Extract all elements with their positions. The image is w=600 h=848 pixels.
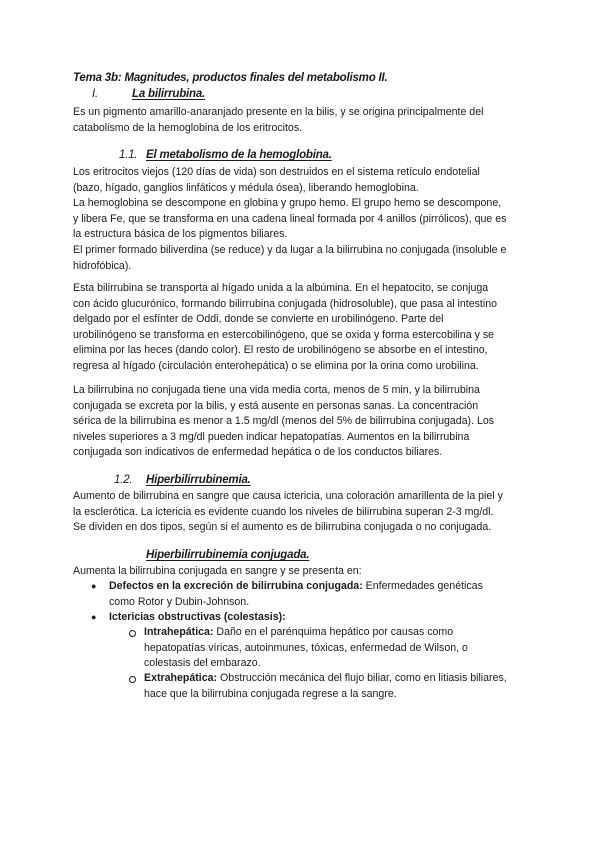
text-line: hepatopatías víricas, autoinmunes, tóxicas, enfermedad de Wilson, o	[144, 641, 468, 654]
bullet-text: Enfermedades genéticas	[362, 580, 483, 592]
text-line: (bazo, hígado, ganglios linfáticos y médula ósea), liberando hemoglobina.	[73, 181, 419, 194]
section-heading-metabolismo	[119, 149, 332, 161]
text-line: como Rotor y Dubin-Johnson.	[109, 595, 250, 608]
sub-bullet-text: Obstrucción mecánica del flujo biliar, como en litiasis biliares,	[217, 672, 507, 684]
paragraph-metabolismo-1	[73, 165, 533, 274]
text-line: Se dividen en dos tipos, según si el aumento es de bilirrubina conjugada o no conjugada.	[73, 521, 492, 534]
text-line: La bilirrubina no conjugada tiene una vida media corta, menos de 5 min, y la bilirrubina	[73, 384, 480, 396]
document-title: Tema 3b: Magnitudes, productos finales del metabolismo II.	[73, 72, 388, 84]
text-line: conjugada se excreta por la bilis, y está ausente en personas sanas. La concentración	[73, 399, 479, 412]
sub-bullet-circle-icon	[129, 630, 136, 637]
sub-bullet-circle-icon	[129, 676, 136, 683]
paragraph-hiperbilirrubinemia	[73, 489, 533, 536]
paragraph-conjugada-intro	[73, 564, 533, 580]
paragraph-bilirrubina	[73, 105, 533, 136]
bullet-bold-label: Defectos en la excreción de bilirrubina conjugada:	[109, 580, 363, 592]
text-line: y libera Fe, que se transforma en una cadena lineal formada por 4 anillos (pirrólicos), que es	[73, 212, 507, 225]
text-line: Es un pigmento amarillo-anaranjado presente en la bilis, y se origina principalmente del	[73, 106, 484, 118]
text-line: La hemoglobina se descompone en globina y grupo hemo. El grupo hemo se descompone,	[73, 197, 502, 210]
text-line: la esclerótica. La ictericia es evidente cuando los niveles de bilirrubina superan 2-3 mg/dl.	[73, 505, 494, 518]
text-line: elimina por las heces (dando color). El resto de urobilinógeno se absorbe en el intestino,	[73, 344, 488, 357]
bullet-bold-label: Ictericias obstructivas (colestasis):	[109, 611, 286, 623]
section-number: 1.2.	[114, 474, 133, 486]
section-title: El metabolismo de la hemoglobina.	[146, 149, 332, 161]
bullet-dot-icon: ●	[91, 581, 97, 591]
bullet-dot-icon: ●	[91, 612, 97, 622]
text-line: colestasis del embarazo.	[144, 657, 261, 670]
text-line: Los eritrocitos viejos (120 días de vida) son destruidos en el sistema retículo endotelial	[73, 166, 480, 178]
text-line: Esta bilirrubina se transporta al hígado unida a la albúmina. En el hepatocito, se conjuga	[73, 282, 489, 294]
paragraph-metabolismo-3	[73, 383, 533, 461]
text-line: la estructura básica de los pigmentos biliares.	[73, 228, 288, 241]
sub-bullet-text: Daño en el parénquima hepático por causas como	[213, 626, 454, 638]
section-heading-bilirrubina	[92, 88, 205, 100]
paragraph-metabolismo-2	[73, 281, 533, 375]
section-number: 1.1.	[119, 149, 138, 161]
text-line: hace que la bilirrubina conjugada regrese a la sangre.	[144, 687, 397, 700]
text-line: con ácido glucurónico, formando bilirrubina conjugada (hidrosoluble), que pasa al intestino	[73, 297, 498, 310]
text-line: catabolismo de la hemoglobina de los eritrocitos.	[73, 121, 303, 134]
text-line: niveles superiores a 3 mg/dl pueden indicar hepatopatías. Aumentos en la bilirrubina	[73, 430, 470, 443]
bullet-item-ictericias	[109, 610, 286, 626]
sub-bullet-bold-label: Extrahepática:	[144, 672, 218, 684]
text-line: Aumenta la bilirrubina conjugada en sangre y se presenta en:	[73, 565, 362, 577]
subsection-heading-conjugada	[146, 549, 309, 561]
text-line: sérica de la bilirrubina es menor a 1.5 mg/dl (menos del 5% de bilirrubina conjugada). Los	[73, 415, 495, 428]
section-number: I.	[92, 88, 98, 100]
section-title: La bilirrubina.	[132, 88, 206, 100]
sub-bullet-extrahepatica	[144, 671, 507, 702]
text-line: hidrofóbica).	[73, 259, 132, 272]
text-line: delgado por el esfínter de Oddi, donde se convierte en urobilinógeno. Parte del	[73, 313, 444, 326]
sub-bullet-bold-label: Intrahepática:	[144, 626, 214, 638]
text-line: El primer formado biliverdina (se reduce) y da lugar a la bilirrubina no conjugada (insoluble e	[73, 243, 507, 256]
section-heading-hiperbilirrubinemia	[114, 474, 251, 486]
section-title: Hiperbilirrubinemia.	[146, 474, 251, 486]
text-line: conjugada son indicativos de enfermedad hepática o de los conductos biliares.	[73, 446, 443, 459]
text-line: Aumento de bilirrubina en sangre que causa ictericia, una coloración amarillenta de la piel y	[73, 490, 503, 502]
bullet-item-defectos	[109, 579, 483, 610]
subsection-title: Hiperbilirrubinemia conjugada.	[146, 549, 310, 561]
text-line: urobilinógeno se transforma en estercobilinógeno, que se oxida y forma estercobilina y se	[73, 328, 495, 341]
sub-bullet-intrahepatica	[144, 625, 468, 672]
text-line: regresa al hígado (circulación enterohepática) o se elimina por la orina como urobilina.	[73, 359, 479, 372]
